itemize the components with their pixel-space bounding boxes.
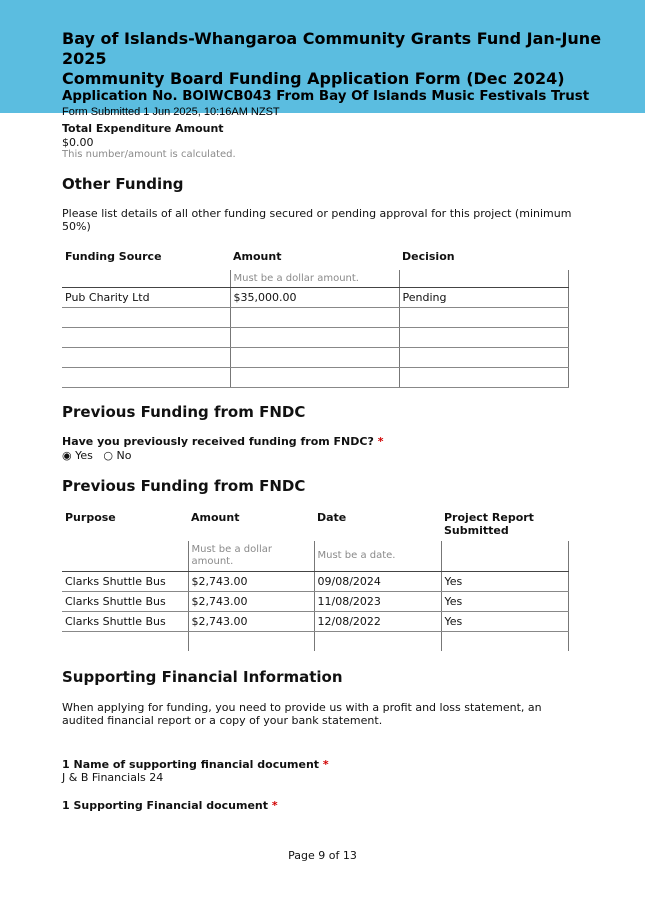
radio-no[interactable] [103, 449, 131, 462]
table-cell: 09/08/2024 [314, 572, 441, 592]
column-header: Amount [191, 511, 240, 524]
radio-yes-label: Yes [75, 449, 93, 462]
supporting-financial-heading: Supporting Financial Information [62, 668, 343, 686]
required-marker: * [377, 435, 384, 448]
table-header-row [62, 250, 568, 270]
table-cell [230, 348, 399, 368]
radio-yes-icon: ◉ [62, 449, 72, 462]
table-cell [399, 328, 568, 348]
required-marker: * [271, 799, 278, 812]
table-row [62, 612, 568, 632]
previous-funding-table [62, 511, 569, 651]
total-expenditure-hint: This number/amount is calculated. [62, 149, 236, 160]
table-cell: 12/08/2022 [314, 612, 441, 632]
required-marker: * [322, 758, 329, 771]
question-text: Have you previously received funding from FNDC? [62, 435, 374, 448]
radio-no-label: No [116, 449, 132, 462]
table-row [62, 288, 568, 308]
table-cell [314, 632, 441, 652]
cell-hint: Must be a dollar amount. [230, 270, 399, 288]
previous-funding-question-heading: Previous Funding from FNDC [62, 403, 306, 421]
table-cell: Clarks Shuttle Bus [62, 592, 188, 612]
table-cell [62, 348, 230, 368]
table-cell [230, 368, 399, 388]
table-cell: Pending [399, 288, 568, 308]
field-label-text: 1 Supporting Financial document [62, 799, 269, 812]
supporting-doc-label [62, 799, 278, 812]
radio-no-icon: ○ [103, 449, 113, 462]
column-header: Funding Source [65, 250, 162, 263]
other-funding-table [62, 250, 569, 388]
table-cell: Clarks Shuttle Bus [62, 572, 188, 592]
form-title-line1: Bay of Islands-Whangaroa Community Grants Fund Jan-June 2025 [62, 29, 602, 68]
table-cell: Yes [441, 592, 568, 612]
table-cell [62, 368, 230, 388]
table-row [62, 632, 568, 652]
table-cell [62, 328, 230, 348]
table-cell: Yes [441, 572, 568, 592]
total-expenditure-value: $0.00 [62, 136, 94, 149]
table-cell [62, 632, 188, 652]
table-hint-row [62, 270, 568, 288]
table-row [62, 572, 568, 592]
table-cell [441, 632, 568, 652]
cell-hint [399, 270, 568, 288]
column-header: Decision [402, 250, 455, 263]
field-label-text: 1 Name of supporting financial document [62, 758, 320, 771]
other-funding-heading: Other Funding [62, 175, 184, 193]
column-header: Project Report Submitted [444, 511, 534, 537]
table-header-row [62, 511, 568, 541]
table-cell: Yes [441, 612, 568, 632]
submitted-date: Form Submitted 1 Jun 2025, 10:16AM NZST [62, 106, 280, 118]
cell-hint: Must be a date. [314, 541, 441, 572]
column-header: Purpose [65, 511, 116, 524]
table-row [62, 348, 568, 368]
table-cell [230, 328, 399, 348]
table-cell: $2,743.00 [188, 612, 314, 632]
table-cell [399, 308, 568, 328]
table-row [62, 328, 568, 348]
application-number: Application No. BOIWCB043 From Bay Of Islands Music Festivals Trust [62, 89, 590, 104]
radio-yes[interactable] [62, 449, 93, 462]
form-title-line2: Community Board Funding Application Form (Dec 2024) [62, 69, 565, 88]
table-hint-row [62, 541, 568, 572]
page-number: Page 9 of 13 [288, 849, 357, 862]
cell-hint [62, 270, 230, 288]
table-cell [399, 368, 568, 388]
other-funding-description: Please list details of all other funding secured or pending approval for this project (minimum 50%) [62, 207, 572, 233]
table-row [62, 308, 568, 328]
supporting-doc-name-label [62, 758, 329, 771]
table-row [62, 368, 568, 388]
table-cell: Pub Charity Ltd [62, 288, 230, 308]
table-cell: 11/08/2023 [314, 592, 441, 612]
table-cell: $2,743.00 [188, 592, 314, 612]
cell-hint: Must be a dollar amount. [188, 541, 314, 572]
table-cell [62, 308, 230, 328]
table-cell [230, 308, 399, 328]
table-cell [399, 348, 568, 368]
previous-funding-radio-group [62, 449, 131, 462]
cell-hint [62, 541, 188, 572]
table-cell: $35,000.00 [230, 288, 399, 308]
previous-funding-question [62, 435, 383, 448]
header-banner [0, 0, 645, 118]
supporting-financial-description: When applying for funding, you need to provide us with a profit and loss statement, an audited financial report or a copy of your bank statement. [62, 701, 542, 727]
table-row [62, 592, 568, 612]
previous-funding-heading: Previous Funding from FNDC [62, 477, 306, 495]
supporting-doc-name-value: J & B Financials 24 [62, 771, 164, 784]
cell-hint [441, 541, 568, 572]
column-header: Amount [233, 250, 282, 263]
table-cell: Clarks Shuttle Bus [62, 612, 188, 632]
column-header: Date [317, 511, 347, 524]
table-cell [188, 632, 314, 652]
total-expenditure-label: Total Expenditure Amount [62, 122, 224, 135]
table-cell: $2,743.00 [188, 572, 314, 592]
